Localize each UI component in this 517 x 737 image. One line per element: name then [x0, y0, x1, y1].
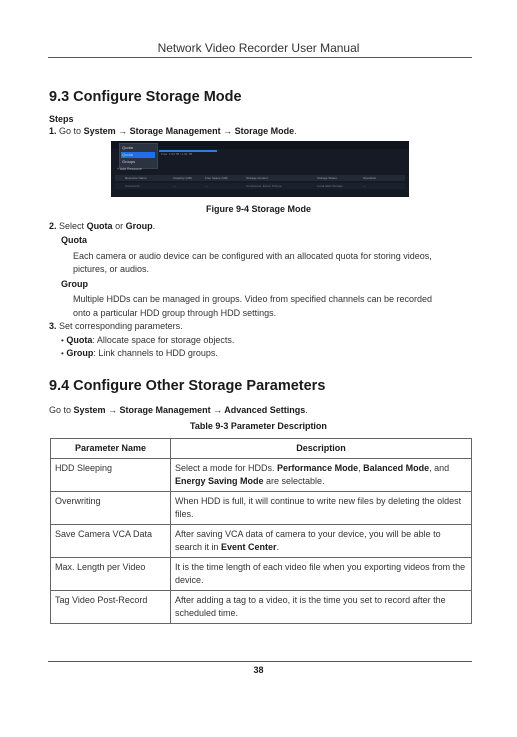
- step-number: 1.: [49, 126, 57, 136]
- desc-text: After saving VCA data of camera to your device, you will be able to search it in: [175, 529, 441, 552]
- parameter-description: [171, 525, 472, 558]
- bullet-icon: •: [61, 336, 64, 345]
- column-header: Operation: [363, 176, 377, 180]
- table-cell: —: [173, 184, 176, 188]
- desc-bold: Event Center: [221, 542, 277, 552]
- table-row: [51, 525, 472, 558]
- goto-instruction: [49, 403, 308, 417]
- figure-caption: Figure 9-4 Storage Mode: [205, 204, 312, 214]
- table-row: [51, 459, 472, 492]
- menu-path: System → Storage Management → Advanced Settings: [73, 405, 306, 415]
- table-header-row: [51, 439, 472, 459]
- group-description: onto a particular HDD group through HDD settings.: [73, 308, 277, 318]
- bullet-item: [61, 346, 218, 361]
- column-header: Description: [171, 439, 472, 459]
- step-1: [49, 124, 297, 138]
- desc-text: Select a mode for HDDs.: [175, 463, 278, 473]
- step-number: 2.: [49, 221, 57, 231]
- option-quota: Quota: [86, 221, 113, 231]
- group-term: Group: [61, 279, 88, 289]
- step-3: [49, 319, 183, 333]
- header-rule: [48, 57, 472, 58]
- table-row: [51, 558, 472, 591]
- goto-text: Go to: [49, 405, 72, 415]
- quota-term: Quota: [61, 235, 87, 245]
- goto-text-end: .: [305, 405, 308, 415]
- table-cell: Local HDD Storage: [317, 184, 343, 188]
- table-cell: Continuous, Event, Picture: [246, 184, 282, 188]
- parameter-table: [50, 438, 472, 624]
- step-text: Go to: [59, 126, 82, 136]
- parameter-name: HDD Sleeping: [51, 459, 171, 492]
- parameter-description: It is the time length of each video file when you exporting videos from the device.: [171, 558, 472, 591]
- parameter-name: Overwriting: [51, 492, 171, 525]
- table-row: [51, 591, 472, 624]
- running-header: Network Video Recorder User Manual: [157, 41, 360, 55]
- quota-description: Each camera or audio device can be configured with an allocated quota for storing videos,: [73, 251, 432, 261]
- step-text-end: .: [152, 221, 156, 231]
- dropdown-item: Groups: [122, 159, 136, 164]
- step-text-end: .: [294, 126, 297, 136]
- table-row: [51, 492, 472, 525]
- footer-rule: [48, 661, 472, 662]
- table-cell: Camera 01: [125, 184, 140, 188]
- menu-path: System → Storage Management → Storage Mode: [83, 126, 295, 136]
- column-header: Capacity (GB): [173, 176, 192, 180]
- add-resource-label: + Add Resource: [117, 167, 143, 171]
- group-description: Multiple HDDs can be managed in groups. Video from specified channels can be recorded: [73, 294, 433, 304]
- section-heading-9-3: 9.3 Configure Storage Mode: [49, 89, 242, 105]
- column-header: Storage Content: [246, 176, 268, 180]
- step-text: Select: [59, 221, 85, 231]
- step-2: [49, 219, 155, 233]
- option-group: Group: [125, 221, 153, 231]
- parameter-description: When HDD is full, it will continue to write new files by deleting the oldest files.: [171, 492, 472, 525]
- desc-text: are selectable.: [263, 476, 325, 486]
- table-caption: Table 9-3 Parameter Description: [190, 421, 327, 431]
- parameter-name: Tag Video Post-Record: [51, 591, 171, 624]
- steps-label: Steps: [49, 114, 74, 124]
- column-header: Resource Name: [125, 176, 147, 180]
- column-header: Free Space (GB): [205, 176, 228, 180]
- desc-text: ,: [358, 463, 364, 473]
- bullet-text: : Allocate space for storage objects.: [92, 335, 235, 345]
- bullet-term: Quota: [66, 335, 93, 345]
- capacity-status: Free: 1.64 TB / 1.81 TB: [161, 152, 193, 156]
- page-number: 38: [253, 665, 264, 675]
- desc-text: .: [276, 542, 280, 552]
- storage-mode-dropdown: [119, 143, 158, 169]
- quota-description: pictures, or audios.: [73, 264, 150, 274]
- storage-mode-screenshot: [111, 141, 409, 197]
- parameter-description: After adding a tag to a video, it is the time you set to record after the scheduled time.: [171, 591, 472, 624]
- table-cell: —: [363, 184, 366, 188]
- bullet-text: : Link channels to HDD groups.: [93, 348, 218, 358]
- column-header: Parameter Name: [51, 439, 171, 459]
- desc-text: , and: [429, 463, 450, 473]
- desc-bold: Energy Saving Mode: [175, 476, 264, 486]
- bullet-term: Group: [66, 348, 94, 358]
- parameter-name: Save Camera VCA Data: [51, 525, 171, 558]
- parameter-name: Max. Length per Video: [51, 558, 171, 591]
- step-text: or: [115, 221, 124, 231]
- column-header: Storage Status: [317, 176, 337, 180]
- section-heading-9-4: 9.4 Configure Other Storage Parameters: [49, 378, 326, 394]
- desc-bold: Balanced Mode: [363, 463, 430, 473]
- bullet-icon: •: [61, 349, 64, 358]
- step-text: Set corresponding parameters.: [59, 321, 183, 331]
- dropdown-item: Quota: [122, 152, 133, 157]
- parameter-description: [171, 459, 472, 492]
- dropdown-item: Quota: [122, 145, 133, 150]
- table-cell: —: [205, 184, 208, 188]
- step-number: 3.: [49, 321, 57, 331]
- desc-bold: Performance Mode: [277, 463, 359, 473]
